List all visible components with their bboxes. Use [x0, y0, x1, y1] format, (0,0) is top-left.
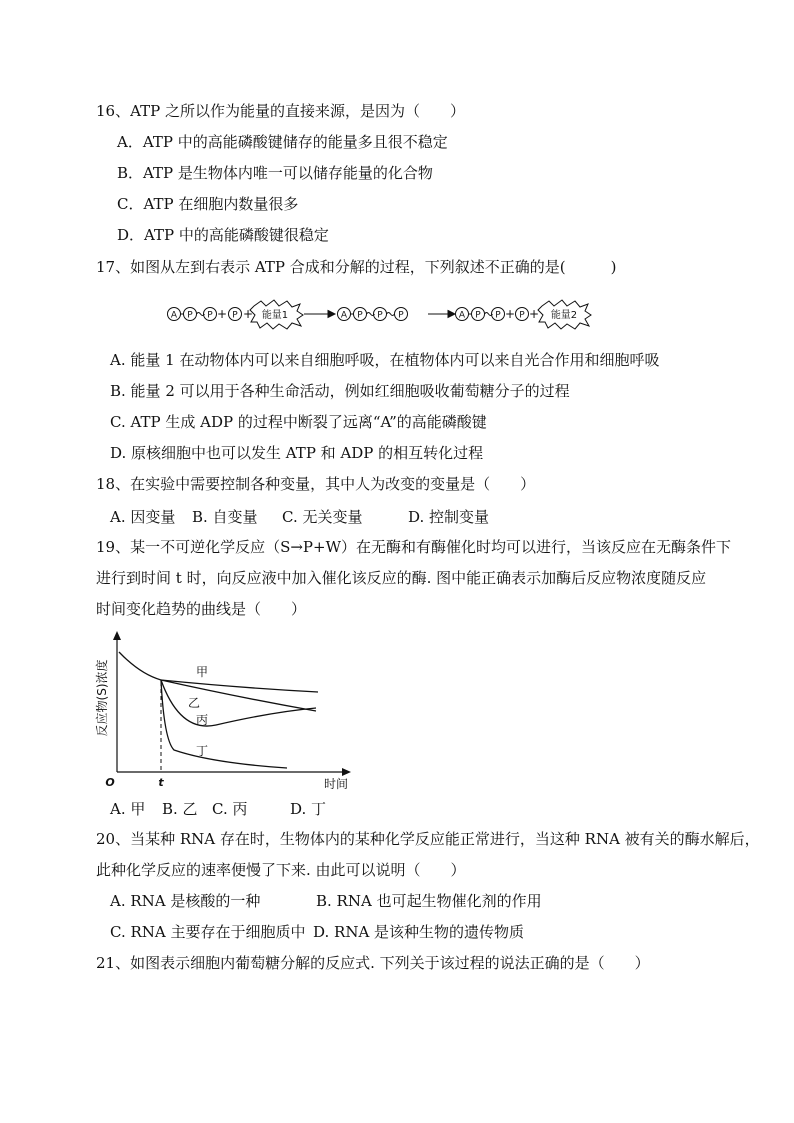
t-label: t — [158, 776, 164, 789]
q17-option-d: D. 原核细胞中也可以发生 ATP 和 ADP 的相互转化过程 — [110, 444, 484, 462]
y-axis-label: 反应物(S)浓度 — [95, 659, 109, 737]
q17-option-a: A. 能量 1 在动物体内可以来自细胞呼吸，在植物体内可以来自光合作用和细胞呼吸 — [110, 351, 660, 369]
q20-stem-line-2: 此种化学反应的速率便慢了下来. 由此可以说明（ ） — [96, 861, 466, 879]
atp-cycle-diagram — [160, 298, 610, 332]
svg-text:P: P — [232, 310, 238, 321]
label-jia: 甲 — [196, 665, 209, 679]
origin-label: O — [105, 776, 115, 789]
q16-stem: 16、ATP 之所以作为能量的直接来源，是因为（ ） — [96, 102, 465, 120]
svg-text:能量2: 能量2 — [550, 310, 578, 321]
q18-option-c: C. 无关变量 — [282, 508, 363, 526]
label-bing: 丙 — [196, 713, 209, 727]
svg-text:A: A — [340, 310, 348, 321]
q20-option-d: D. RNA 是该种生物的遗传物质 — [313, 923, 525, 941]
q17-option-b: B. 能量 2 可以用于各种生命活动，例如红细胞吸收葡萄糖分子的过程 — [110, 382, 570, 400]
svg-text:P: P — [377, 310, 383, 321]
q18-option-d: D. 控制变量 — [408, 508, 490, 526]
diagram-group-2 — [338, 308, 408, 321]
energy-1-burst — [250, 300, 303, 329]
q19-option-d: D. 丁 — [290, 800, 327, 818]
q19-option-c: C. 丙 — [212, 800, 248, 818]
svg-text:P: P — [495, 310, 501, 321]
svg-text:A: A — [170, 310, 178, 321]
q19-stem-line-3: 时间变化趋势的曲线是（ ） — [96, 600, 307, 618]
svg-text:P: P — [187, 310, 193, 321]
q19-stem-line-2: 进行到时间 t 时，向反应液中加入催化该反应的酶. 图中能正确表示加酶后反应物浓度随反应 — [96, 569, 707, 587]
q16-option-b: B．ATP 是生物体内唯一可以储存能量的化合物 — [117, 164, 433, 182]
svg-text:+: + — [528, 307, 540, 321]
q16-option-c: C．ATP 在细胞内数量很多 — [117, 195, 299, 213]
svg-text:能量1: 能量1 — [261, 310, 289, 321]
x-axis-label: 时间 — [323, 777, 349, 790]
svg-text:P: P — [207, 310, 213, 321]
svg-text:P: P — [398, 310, 404, 321]
q18-option-a: A. 因变量 — [110, 508, 176, 526]
q17-stem: 17、如图从左到右表示 ATP 合成和分解的过程，下列叙述不正确的是( ) — [96, 258, 617, 276]
q20-stem-line-1: 20、当某种 RNA 存在时，生物体内的某种化学反应能正常进行，当这种 RNA 被有关的酶水解后， — [96, 830, 760, 848]
q19-stem-line-1: 19、某一不可逆化学反应（S→P+W）在无酶和有酶催化时均可以进行，当该反应在无酶条件下 — [96, 538, 732, 556]
svg-text:P: P — [475, 310, 481, 321]
q20-option-a: A. RNA 是核酸的一种 — [110, 892, 261, 910]
enzyme-reaction-chart — [92, 630, 362, 790]
diagram-group-1 — [168, 307, 254, 321]
q18-stem: 18、在实验中需要控制各种变量，其中人为改变的变量是（ ） — [96, 475, 536, 493]
q18-option-b: B. 自变量 — [192, 508, 258, 526]
q21-stem: 21、如图表示细胞内葡萄糖分解的反应式. 下列关于该过程的说法正确的是（ ） — [96, 954, 650, 972]
curve-initial — [119, 652, 161, 680]
svg-text:P: P — [519, 310, 525, 321]
q16-option-a: A．ATP 中的高能磷酸键储存的能量多且很不稳定 — [117, 133, 448, 151]
svg-text:P: P — [357, 310, 363, 321]
label-yi: 乙 — [188, 696, 201, 710]
svg-text:+: + — [242, 307, 254, 321]
q20-option-b: B. RNA 也可起生物催化剂的作用 — [316, 892, 542, 910]
curve-jia — [161, 680, 318, 692]
q19-option-a: A. 甲 — [110, 800, 146, 818]
curve-yi — [161, 680, 316, 711]
svg-text:A: A — [458, 310, 466, 321]
label-ding: 丁 — [196, 744, 209, 758]
diagram-group-3 — [456, 307, 540, 321]
svg-text:+: + — [504, 307, 516, 321]
q16-option-d: D．ATP 中的高能磷酸键很稳定 — [117, 226, 329, 244]
q19-option-b: B. 乙 — [162, 800, 198, 818]
q20-option-c: C. RNA 主要存在于细胞质中 — [110, 923, 306, 941]
q17-option-c: C. ATP 生成 ADP 的过程中断裂了远离“A”的高能磷酸键 — [110, 413, 487, 431]
svg-text:+: + — [216, 307, 228, 321]
energy-2-burst — [538, 300, 591, 329]
